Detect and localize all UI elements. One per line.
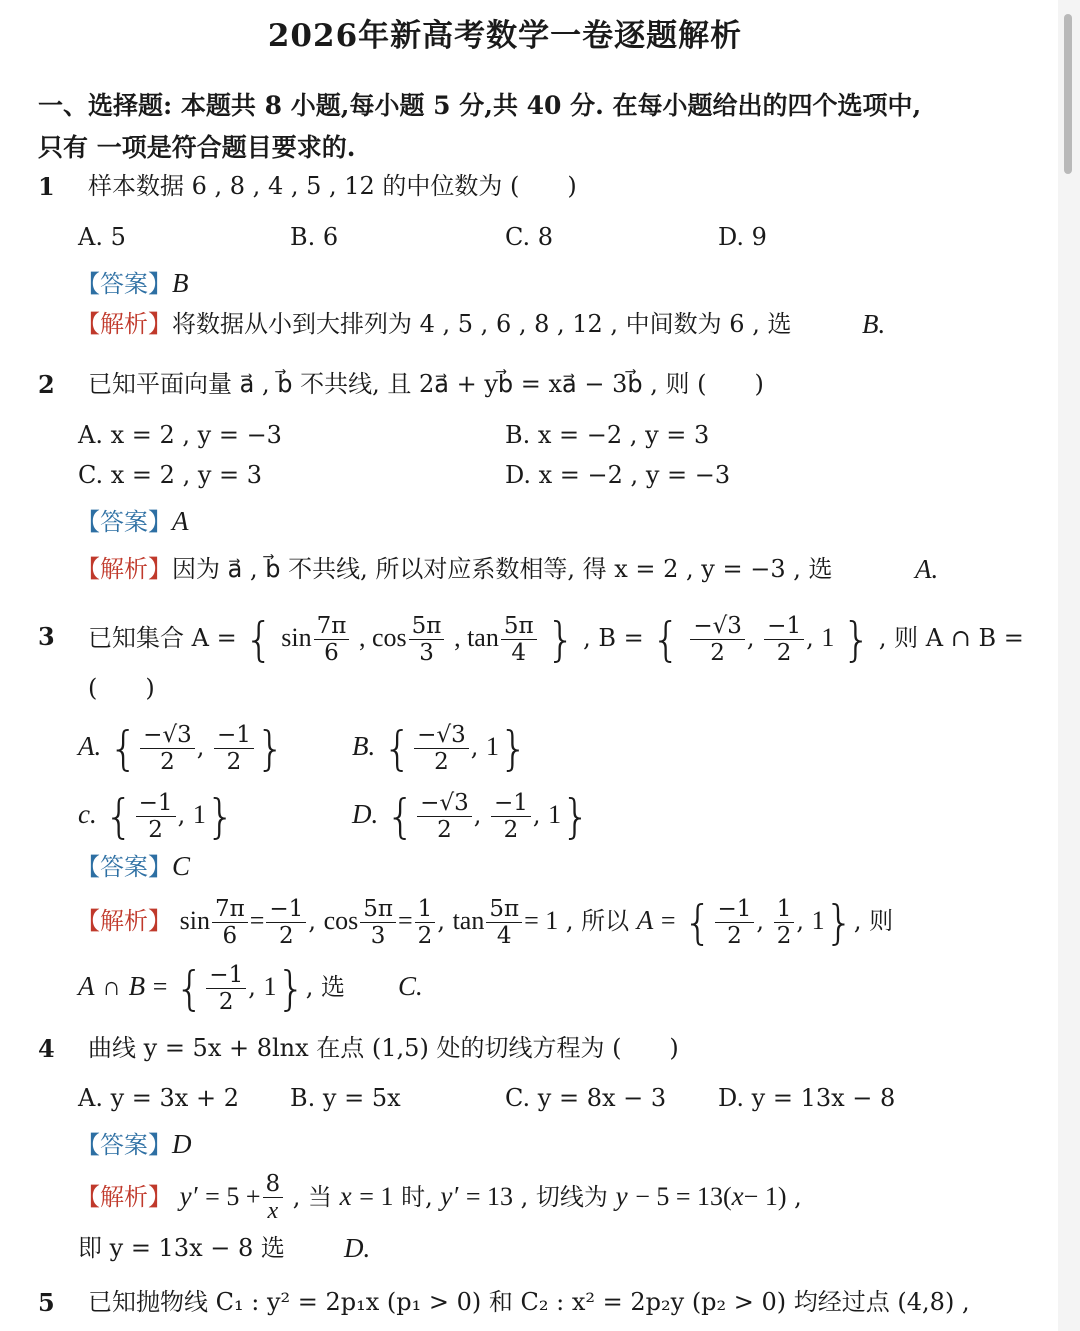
- brace-open: {: [651, 612, 681, 667]
- stem-mid: , B =: [583, 624, 644, 652]
- option-a: A. y = 3x + 2: [78, 1084, 239, 1112]
- analysis-line: [76, 549, 832, 589]
- analysis-choice: C.: [398, 971, 423, 1001]
- answer-label: 【答案】: [76, 1131, 172, 1159]
- option-a: A. 5: [78, 223, 126, 251]
- section-heading-line2: 只有 一项是符合题目要求的.: [38, 133, 356, 162]
- option-b: B. { $\frac{-√3}{2}$ , 1}: [352, 721, 529, 776]
- option-c: C. y = 8x − 3: [505, 1084, 667, 1112]
- brace-open: {: [244, 612, 274, 667]
- scrollbar-track[interactable]: [1058, 0, 1080, 1331]
- option-c: c. { $\frac{-1}{2}$ , 1}: [78, 789, 236, 844]
- answer-line: [76, 501, 189, 542]
- option-d: D. y = 13x − 8: [718, 1084, 896, 1112]
- section-heading-line1: 一、选择题: 本题共 8 小题,每小题 5 分,共 40 分. 在每小题给出的四个选项中,: [38, 91, 922, 120]
- analysis-line-2: 即 y = 13x − 8 选: [78, 1234, 285, 1262]
- option-b: B. x = −2 , y = 3: [505, 421, 710, 449]
- question-number: 1: [38, 172, 55, 201]
- analysis-text: 因为 a⃗ , b⃗ 不共线, 所以对应系数相等, 得 x = 2 , y = −3 , 选: [172, 555, 833, 583]
- analysis-text: 将数据从小到大排列为 4 , 5 , 6 , 8 , 12 , 中间数为 6 , 选: [172, 310, 792, 338]
- question-number: 5: [38, 1288, 55, 1317]
- analysis-label: 【解析】: [76, 555, 172, 583]
- analysis-choice: B.: [862, 309, 886, 339]
- question-stem: 已知抛物线 C₁ : y² = 2p₁x (p₁ > 0) 和 C₂ : x² = 2p₂y (p₂ > 0) 均经过点 (4,8) ,: [88, 1288, 970, 1316]
- answer-value: C: [172, 851, 191, 881]
- analysis-line: 【解析】 sin $\frac{7\pi}{6}$ = $\frac{-1}{2}$ , cos $\frac{5\pi}{3}$ = $\frac{1}{2}$ , tan $\frac{5\pi}{4}$ = 1 , 所以 A = { $\frac{-1}{2}$ , $\frac{1}{2}$ , 1}, 则: [76, 895, 894, 950]
- set-a-element: , cos: [359, 623, 407, 652]
- analysis-line-2: A ∩ B = { $\frac{-1}{2}$ , 1}, 选: [78, 961, 346, 1016]
- analysis-label: 【解析】: [76, 1183, 172, 1211]
- stem-prefix: 已知集合 A =: [88, 624, 237, 652]
- option-d: D. 9: [718, 223, 767, 251]
- answer-line: [76, 263, 189, 304]
- answer-label: 【答案】: [76, 853, 172, 881]
- question-number: 4: [38, 1034, 55, 1063]
- option-a: A. { $\frac{-√3}{2}$ , $\frac{-1}{2}$ }: [78, 721, 286, 776]
- set-a-element: , tan: [454, 623, 499, 652]
- option-a: A. x = 2 , y = −3: [78, 421, 282, 449]
- fraction: $\frac{5\pi}{4}$: [501, 614, 537, 665]
- option-b: B. 6: [290, 223, 339, 251]
- question-stem: 曲线 y = 5x + 8lnx 在点 (1,5) 处的切线方程为 ( ): [88, 1034, 679, 1062]
- stem-paren: ( ): [88, 674, 155, 702]
- option-b: B. y = 5x: [290, 1084, 401, 1112]
- fraction: $\frac{5\pi}{3}$: [409, 614, 445, 665]
- option-d: D. { $\frac{-√3}{2}$ , $\frac{-1}{2}$ , 1}: [352, 789, 591, 844]
- answer-value: D: [172, 1129, 192, 1159]
- analysis-choice: A.: [915, 554, 939, 584]
- set-a-element: sin: [281, 623, 312, 652]
- fraction: $\frac{-1}{2}$: [764, 614, 804, 665]
- answer-label: 【答案】: [76, 508, 172, 536]
- analysis-label: 【解析】: [76, 907, 172, 935]
- analysis-choice: D.: [344, 1233, 371, 1263]
- answer-line: [76, 1124, 192, 1165]
- answer-label: 【答案】: [76, 270, 172, 298]
- option-c: C. x = 2 , y = 3: [78, 461, 263, 489]
- analysis-line: 【解析】 y′ = 5 + $\frac{8}{x}$ , 当 x = 1 时, y′ = 13 , 切线为 y − 5 = 13(x− 1) ,: [76, 1171, 802, 1225]
- question-number: 2: [38, 370, 55, 399]
- scrollbar-thumb[interactable]: [1064, 14, 1072, 174]
- question-stem: 已知平面向量 a⃗ , b⃗ 不共线, 且 2a⃗ + yb⃗ = xa⃗ − 3b⃗ , 则 ( ): [88, 370, 764, 398]
- question-number: 3: [38, 622, 55, 651]
- analysis-line: [76, 304, 791, 344]
- brace-close: }: [841, 612, 872, 667]
- question-stem: 样本数据 6 , 8 , 4 , 5 , 12 的中位数为 ( ): [88, 172, 577, 200]
- option-c: C. 8: [505, 223, 554, 251]
- answer-value: B: [172, 268, 189, 298]
- fraction: $\frac{7\pi}{6}$: [314, 614, 350, 665]
- analysis-label: 【解析】: [76, 310, 172, 338]
- option-d: D. x = −2 , y = −3: [505, 461, 731, 489]
- question-stem: 已知集合 A = { sin $\frac{7\pi}{6}$ , cos $\frac{5\pi}{3}$ , tan $\frac{5\pi}{4}$ } , B = { $\frac{-√3}{2}$ , $\frac{-1}{2}$ , 1 } , 则 A ∩ B =: [88, 612, 1024, 667]
- page-title: 2026年新高考数学一卷逐题解析: [267, 18, 743, 54]
- stem-suffix: , 则 A ∩ B =: [878, 624, 1024, 652]
- answer-line: [76, 846, 190, 887]
- fraction: $\frac{-√3}{2}$: [690, 614, 745, 665]
- answer-value: A: [172, 506, 189, 536]
- brace-close: }: [546, 612, 576, 667]
